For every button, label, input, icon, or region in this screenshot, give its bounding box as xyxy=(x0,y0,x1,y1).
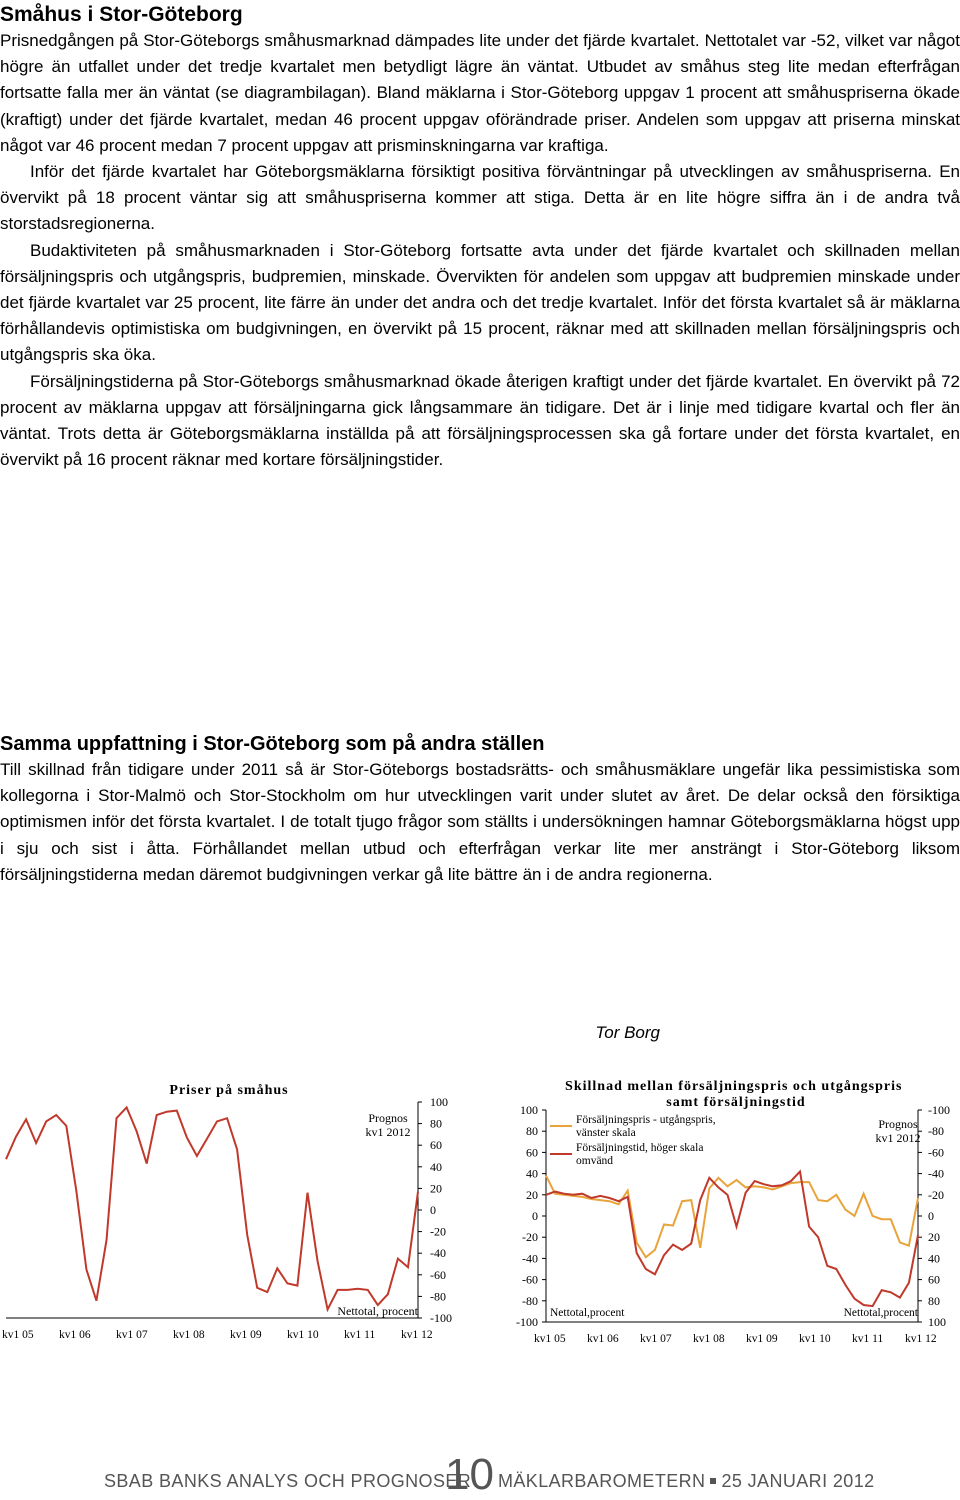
prognos-date-label: kv1 2012 xyxy=(365,1125,411,1139)
x-tick-label: kv1 09 xyxy=(230,1329,262,1341)
x-tick-label: kv1 05 xyxy=(534,1333,566,1345)
paragraph: Inför det fjärde kvartalet har Göteborgsmäklarna försiktigt positiva förväntningar på utvecklingen av småhuspriserna. En övervikt på 18 procent väntar sig att småhuspriserna kommer att stiga. Detta är en lite högre siffra än i de andra två storstadsregionerna. xyxy=(0,162,960,234)
y-tick-label: 60 xyxy=(430,1138,442,1153)
paragraph: Prisnedgången på Stor-Göteborgs småhusmarknad dämpades lite under det fjärde kvartalet. Nettotalet var -52, vilket var något högre än utfallet under det tredje kvartalet men betydligt lägre än väntat. Utbudet av småhus steg lite medan efterfrågan fortsatte falla mer än väntat (se diagrambilagan). Bland mäklarna i Stor-Göteborg uppgav 1 procent att småhuspriserna ökade (kraftigt) under det fjärde kvartalet, medan 46 procent uppgav oförändrade priser. Andelen som uppgav att priserna minskat något var 46 procent medan 7 procent uppgav att prisminskningarna var kraftiga. xyxy=(0,31,960,155)
y-tick-label-right: -20 xyxy=(928,1187,944,1202)
y-tick-label-right: 100 xyxy=(928,1315,946,1329)
separator-square-icon xyxy=(710,1478,716,1484)
x-tick-label: kv1 10 xyxy=(799,1333,831,1345)
paragraph: Till skillnad från tidigare under 2011 så är Stor-Göteborgs bostadsrätts- och småhusmäklare ungefär lika pessimistiska som kollegorna i Stor-Malmö och Stor-Stockholm om hur utvecklingen varit under slutet av året. De delar också den försiktiga optimismen inför det första kvartalet. I de totalt tjugo frågor som ställts i undersökningen hamnar Göteborgsmäklarna högst upp i sju och sist i åtta. Förhållandet mellan utbud och efterfrågan verkar lite mer ansträngt i Stor-Göteborg liksom försäljningstiderna medan däremot budgivningen verkar gå lite bättre än i de andra regionerna. xyxy=(0,760,960,884)
y-tick-label-left: 20 xyxy=(526,1187,538,1202)
y-tick-label-left: -80 xyxy=(522,1293,538,1308)
y-tick-label-right: 60 xyxy=(928,1272,940,1287)
y-tick-label-right: -100 xyxy=(928,1103,950,1117)
y-tick-label: -100 xyxy=(430,1311,452,1325)
y-tick-label: -60 xyxy=(430,1267,446,1282)
y-tick-label-right: -80 xyxy=(928,1124,944,1139)
legend-label: Försäljningspris - utgångspris, vänster skala xyxy=(576,1114,719,1139)
y-tick-label: -80 xyxy=(430,1289,446,1304)
y-tick-label: 0 xyxy=(430,1203,436,1217)
chart-title: Priser på småhus xyxy=(169,1083,289,1098)
section-samma-uppfattning xyxy=(0,731,960,888)
y-tick-label: -40 xyxy=(430,1246,446,1261)
prognos-label: Prognos xyxy=(368,1111,408,1125)
prognos-date-label: kv1 2012 xyxy=(875,1131,921,1145)
y-tick-label-left: 100 xyxy=(520,1103,538,1117)
series-line-forsaljningspris xyxy=(546,1176,918,1258)
x-tick-label: kv1 11 xyxy=(344,1329,376,1341)
x-tick-label: kv1 12 xyxy=(905,1333,937,1345)
x-tick-label: kv1 11 xyxy=(852,1333,884,1345)
y-tick-label-right: -40 xyxy=(928,1166,944,1181)
x-tick-label: kv1 08 xyxy=(173,1329,205,1341)
legend-label: Försäljningstid, höger skala omvänd xyxy=(576,1142,704,1167)
chart-skillnad-forsaljning xyxy=(500,1076,960,1350)
series-unit-label-left: Nettotal,procent xyxy=(550,1307,625,1319)
paragraph: Försäljningstiderna på Stor-Göteborgs småhusmarknad ökade återigen kraftigt under det fjärde kvartalet. En övervikt på 72 procent av mäklarna uppgav att försäljningarna gick långsammare än tidigare. Det är i linje med tidigare kvartal och fler än väntat. Trots detta är Göteborgsmäklarna inställda på att försäljningsprocessen ska gå fortare under det första kvartalet, en övervikt på 16 procent räknar med kortare försäljningstider. xyxy=(0,371,960,470)
footer-date: 25 JANUARI 2012 xyxy=(721,1471,875,1491)
page-number: 10 xyxy=(445,1450,494,1499)
y-tick-label-left: -40 xyxy=(522,1251,538,1266)
chart-skillnad-svg xyxy=(500,1076,960,1350)
y-tick-label-right: 20 xyxy=(928,1230,940,1245)
y-tick-label-right: -60 xyxy=(928,1145,944,1160)
y-tick-label: 100 xyxy=(430,1095,448,1109)
page-footer xyxy=(0,1450,960,1499)
legend xyxy=(550,1113,718,1167)
x-tick-label: kv1 05 xyxy=(2,1329,34,1341)
chart-title: Skillnad mellan försäljningspris och utgångspris samt försäljningstid xyxy=(565,1079,903,1110)
y-tick-label-left: 80 xyxy=(526,1124,538,1139)
series-unit-label-right: Nettotal,procent xyxy=(843,1307,918,1319)
x-tick-label: kv1 08 xyxy=(693,1333,725,1345)
author-signature: Tor Borg xyxy=(595,1023,660,1042)
prognos-label: Prognos xyxy=(878,1117,918,1131)
y-tick-label-left: 60 xyxy=(526,1145,538,1160)
series-line-forsaljningstid xyxy=(546,1172,918,1307)
y-tick-label-left: -20 xyxy=(522,1230,538,1245)
x-tick-label: kv1 06 xyxy=(59,1329,91,1341)
y-tick-label-left: 0 xyxy=(532,1209,538,1223)
y-tick-label-right: 0 xyxy=(928,1209,934,1223)
y-tick-label-left: 40 xyxy=(526,1166,538,1181)
footer-publisher: SBAB BANKS ANALYS OCH PROGNOSER xyxy=(104,1471,472,1491)
x-tick-label: kv1 07 xyxy=(116,1329,148,1341)
y-tick-label-right: 40 xyxy=(928,1251,940,1266)
y-tick-label: 80 xyxy=(430,1116,442,1131)
section-heading: Samma uppfattning i Stor-Göteborg som på andra ställen xyxy=(0,733,545,755)
series-unit-label: Nettotal, procent xyxy=(337,1304,418,1318)
x-tick-label: kv1 10 xyxy=(287,1329,319,1341)
footer-title: MÄKLARBAROMETERN xyxy=(498,1471,706,1491)
paragraph: Budaktiviteten på småhusmarknaden i Stor-Göteborg fortsatte avta under det fjärde kvartalet och skillnaden mellan försäljningspris och utgångspris, budpremien, minskade. Övervikten för andelen som uppgav att budpremien minskade under det fjärde kvartalet var 25 procent, lite färre än under det andra och det tredje kvartalet. Inför det första kvartalet så är mäklarna förhållandevis optimistiska om budgivningen, en övervikt på 15 procent, räknar med att skillnaden mellan försäljningspris och utgångspris ska öka. xyxy=(0,240,960,365)
x-tick-label: kv1 07 xyxy=(640,1333,672,1345)
x-tick-label: kv1 06 xyxy=(587,1333,619,1345)
chart-priser-smahus xyxy=(0,1076,462,1350)
x-tick-label: kv1 09 xyxy=(746,1333,778,1345)
x-tick-label: kv1 12 xyxy=(401,1329,433,1341)
y-tick-label: 20 xyxy=(430,1181,442,1196)
section-smahus xyxy=(0,2,960,473)
footer-publication xyxy=(498,1471,875,1492)
section-heading: Småhus i Stor-Göteborg xyxy=(0,3,243,26)
y-tick-label: 40 xyxy=(430,1159,442,1174)
series-line xyxy=(6,1107,418,1309)
y-tick-label-right: 80 xyxy=(928,1293,940,1308)
y-tick-label: -20 xyxy=(430,1224,446,1239)
chart-priser-smahus-svg xyxy=(0,1076,462,1350)
y-tick-label-left: -100 xyxy=(516,1315,538,1329)
y-tick-label-left: -60 xyxy=(522,1272,538,1287)
